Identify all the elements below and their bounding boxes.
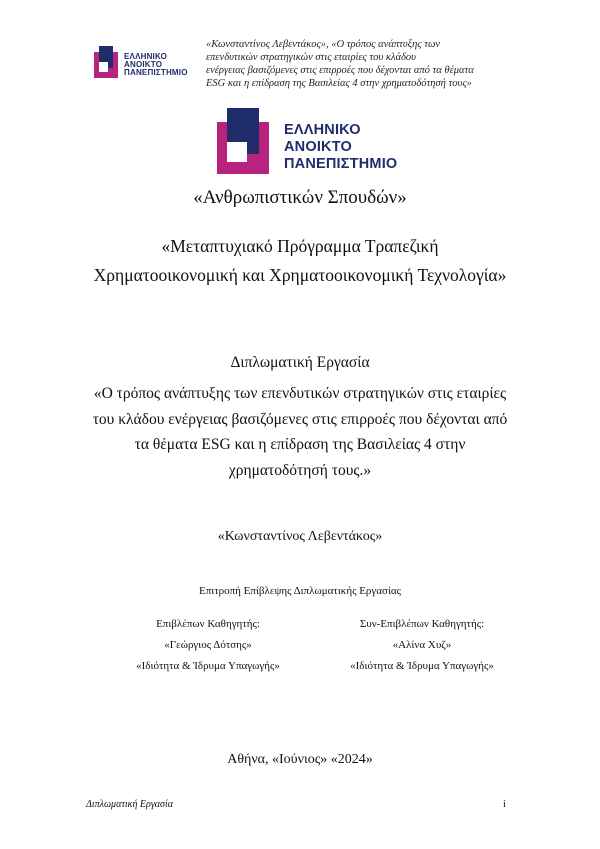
main-logo	[213, 104, 413, 178]
header-note-line: ESG και η επίδραση της Βασιλείας 4 στην χρηματοδότησή τους»	[206, 78, 472, 89]
logo-line: ΠΑΝΕΠΙΣΤΗΜΙΟ	[284, 156, 398, 172]
page-number: i	[503, 799, 506, 810]
small-logo-line: ΠΑΝΕΠΙΣΤΗΜΙΟ	[124, 68, 188, 77]
program-line: «Μεταπτυχιακό Πρόγραμμα Τραπεζική	[161, 236, 439, 256]
small-logo-line: ΑΝΟΙΚΤΟ	[124, 60, 163, 69]
program-line: Χρηματοοικονομική και Χρηματοοικονομική Τεχνολογία»	[93, 265, 507, 285]
co-supervisor-role: Συν-Επιβλέπων Καθηγητής:	[359, 618, 485, 630]
supervisor-block	[98, 614, 318, 677]
co-supervisor-block	[312, 614, 532, 677]
author-name: «Κωνσταντίνος Λεβεντάκος»	[217, 529, 383, 544]
committee-heading: Επιτροπή Επίβλεψης Διπλωματικής Εργασίας	[198, 585, 402, 597]
header-note-line: «Κωνσταντίνος Λεβεντάκος», «Ο τρόπος ανάπτυξης των	[206, 39, 441, 50]
co-supervisor-affiliation: «Ιδιότητα & Ίδρυμα Υπαγωγής»	[350, 660, 494, 672]
header-logo	[92, 44, 192, 82]
thesis-title-line: του κλάδου ενέργειας βασιζόμενες στις επιρροές που δέχονται από	[92, 410, 508, 428]
header-note-line: επενδυτικών στρατηγικών στις εταιρίες του κλάδου	[206, 52, 416, 63]
small-logo-line: ΕΛΛΗΝΙΚΟ	[124, 52, 168, 61]
supervisor-role: Επιβλέπων Καθηγητής:	[156, 618, 260, 630]
thesis-title	[0, 381, 600, 483]
thesis-label: Διπλωματική Εργασία	[230, 354, 370, 371]
university-logo-icon	[92, 44, 120, 80]
logo-line: ΕΛΛΗΝΙΚΟ	[284, 122, 361, 138]
header-note-line: ενέργειας βασιζόμενες στις επιρροές που δέχονται από τα θέματα	[206, 65, 474, 76]
footer-label: Διπλωματική Εργασία	[86, 799, 173, 810]
header-note	[206, 38, 546, 90]
supervisor-affiliation: «Ιδιότητα & Ίδρυμα Υπαγωγής»	[136, 660, 280, 672]
thesis-title-line: τα θέματα ESG και η επίδραση της Βασιλείας 4 στην	[134, 436, 466, 453]
co-supervisor-name: «Αλίνα Χυζ»	[392, 639, 452, 651]
thesis-title-line: «Ο τρόπος ανάπτυξης των επενδυτικών στρατηγικών στις εταιρίες	[93, 385, 507, 402]
supervisor-name: «Γεώργιος Δότσης»	[164, 639, 252, 651]
university-logo-icon	[213, 104, 273, 176]
thesis-title-line: χρηματοδότησή τους.»	[228, 461, 372, 479]
school-name: «Ανθρωπιστικών Σπουδών»	[193, 187, 407, 208]
place-date: Αθήνα, «Ιούνιος» «2024»	[227, 752, 373, 767]
program-title	[0, 232, 600, 290]
logo-line: ΑΝΟΙΚΤΟ	[284, 139, 352, 155]
